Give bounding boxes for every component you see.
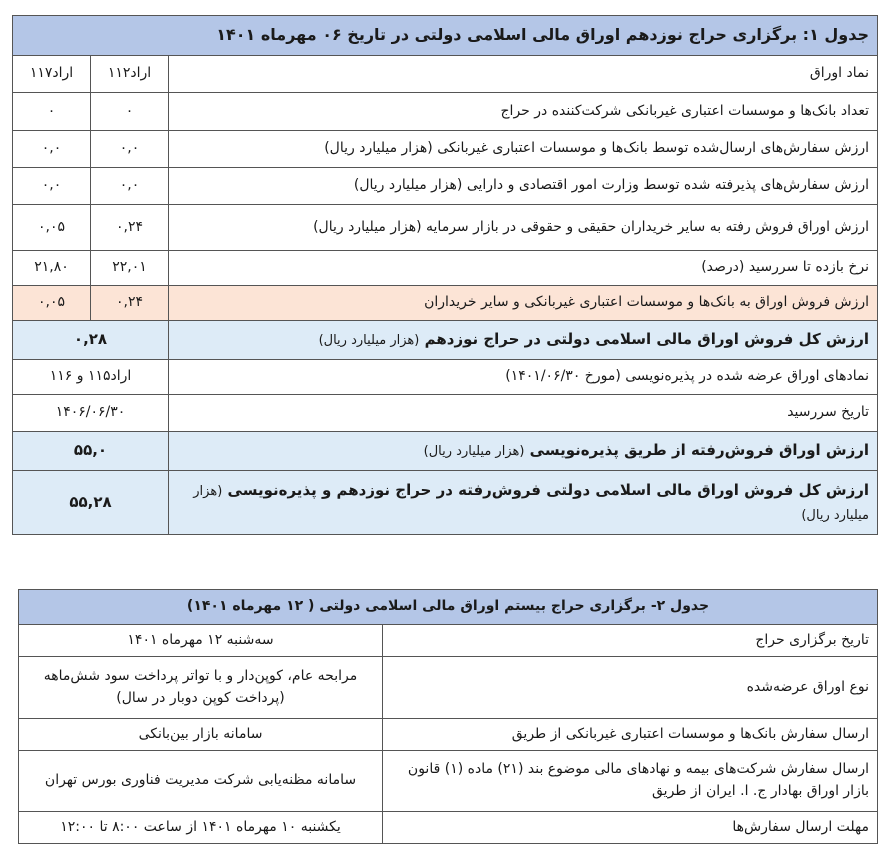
row-label: ارزش سفارش‌های پذیرفته شده توسط وزارت امور اقتصادی و دارایی (هزار میلیارد ریال) [169,168,878,205]
cell-arad117: ۰,۰ [13,168,91,205]
table-row [13,205,878,251]
table-row [13,168,878,205]
cell-arad112: ۰,۰ [91,131,169,168]
row-label: ارزش سفارش‌های ارسال‌شده توسط بانک‌ها و موسسات اعتباری غیربانکی (هزار میلیارد ریال) [169,131,878,168]
row-label: نماد اوراق [169,56,878,93]
total-auction-value: ۰,۲۸ [13,321,169,360]
cell-arad117: ۰,۰ [13,131,91,168]
row-label: نمادهای اوراق عرضه شده در پذیره‌نویسی (مورخ ۱۴۰۱/۰۶/۳۰) [169,360,878,395]
table-row [19,719,878,751]
cell-arad112: ۰,۲۴ [91,286,169,321]
table-row [19,657,878,719]
row-label: ارسال سفارش بانک‌ها و موسسات اعتباری غیربانکی از طریق [383,719,878,751]
row-label: ارزش کل فروش اوراق مالی اسلامی دولتی در حراج نوزدهم (هزار میلیارد ریال) [169,321,878,360]
table-row [13,131,878,168]
table-row [13,395,878,432]
subscription-sales-value: ۵۵,۰ [13,432,169,471]
cell-arad117: ۲۱,۸۰ [13,251,91,286]
grand-total-value: ۵۵,۲۸ [13,471,169,535]
table-row-grand-total [13,471,878,535]
row-label: تاریخ برگزاری حراج [383,625,878,657]
row-value: سامانه بازار بین‌بانکی [19,719,383,751]
cell-arad117: ۰ [13,93,91,131]
row-label: نوع اوراق عرضه‌شده [383,657,878,719]
cell-arad112: ۰,۰ [91,168,169,205]
table-row [13,56,878,93]
table-auction-19 [12,15,878,535]
cell-arad117: ۰,۰۵ [13,286,91,321]
cell-arad112: اراد۱۱۲ [91,56,169,93]
row-label: تاریخ سررسید [169,395,878,432]
table-row [13,360,878,395]
row-value: یکشنبه ۱۰ مهرماه ۱۴۰۱ از ساعت ۸:۰۰ تا ۱۲:۰۰ [19,812,383,844]
table-auction-20 [18,589,878,844]
table-row [13,93,878,131]
table2-title: جدول ۲- برگزاری حراج بیستم اوراق مالی اسلامی دولتی ( ۱۲ مهرماه ۱۴۰۱) [19,590,878,625]
table-row-highlighted [13,286,878,321]
table-row-subscription-sales [13,432,878,471]
table-row-total-auction [13,321,878,360]
table-row [13,251,878,286]
row-value: مرابحه عام، کوپن‌دار و با تواتر پرداخت سود شش‌ماهه (پرداخت کوپن دوبار در سال) [19,657,383,719]
cell-arad112: ۰,۲۴ [91,205,169,251]
maturity-date-value: ۱۴۰۶/۰۶/۳۰ [13,395,169,432]
row-label: ارزش اوراق فروش‌رفته از طریق پذیره‌نویسی (هزار میلیارد ریال) [169,432,878,471]
cell-arad112: ۲۲,۰۱ [91,251,169,286]
cell-arad117: اراد۱۱۷ [13,56,91,93]
row-label: ارزش فروش اوراق به بانک‌ها و موسسات اعتباری غیربانکی و سایر خریداران [169,286,878,321]
cell-arad117: ۰,۰۵ [13,205,91,251]
row-label: مهلت ارسال سفارش‌ها [383,812,878,844]
row-value: سه‌شنبه ۱۲ مهرماه ۱۴۰۱ [19,625,383,657]
cut-off-text-line [0,0,892,6]
row-label: تعداد بانک‌ها و موسسات اعتباری غیربانکی شرکت‌کننده در حراج [169,93,878,131]
table-row [19,625,878,657]
table1-title: جدول ۱: برگزاری حراج نوزدهم اوراق مالی اسلامی دولتی در تاریخ ۰۶ مهرماه ۱۴۰۱ [13,16,878,56]
row-label: ارسال سفارش شرکت‌های بیمه و نهادهای مالی موضوع بند (۲۱) ماده (۱) قانون بازار اوراق بهادار ج. ا. ایران از طریق [383,751,878,812]
row-label: ارزش اوراق فروش رفته به سایر خریداران حقیقی و حقوقی در بازار سرمایه (هزار میلیارد ریال) [169,205,878,251]
row-label: ارزش کل فروش اوراق مالی اسلامی دولتی فروش‌رفته در حراج نوزدهم و پذیره‌نویسی (هزار میلیارد ریال) [169,471,878,535]
subscription-symbols-value: اراد۱۱۵ و ۱۱۶ [13,360,169,395]
cell-arad112: ۰ [91,93,169,131]
table-row [19,812,878,844]
table-row [19,751,878,812]
row-label: نرخ بازده تا سررسید (درصد) [169,251,878,286]
row-value: سامانه مظنه‌یابی شرکت مدیریت فناوری بورس تهران [19,751,383,812]
